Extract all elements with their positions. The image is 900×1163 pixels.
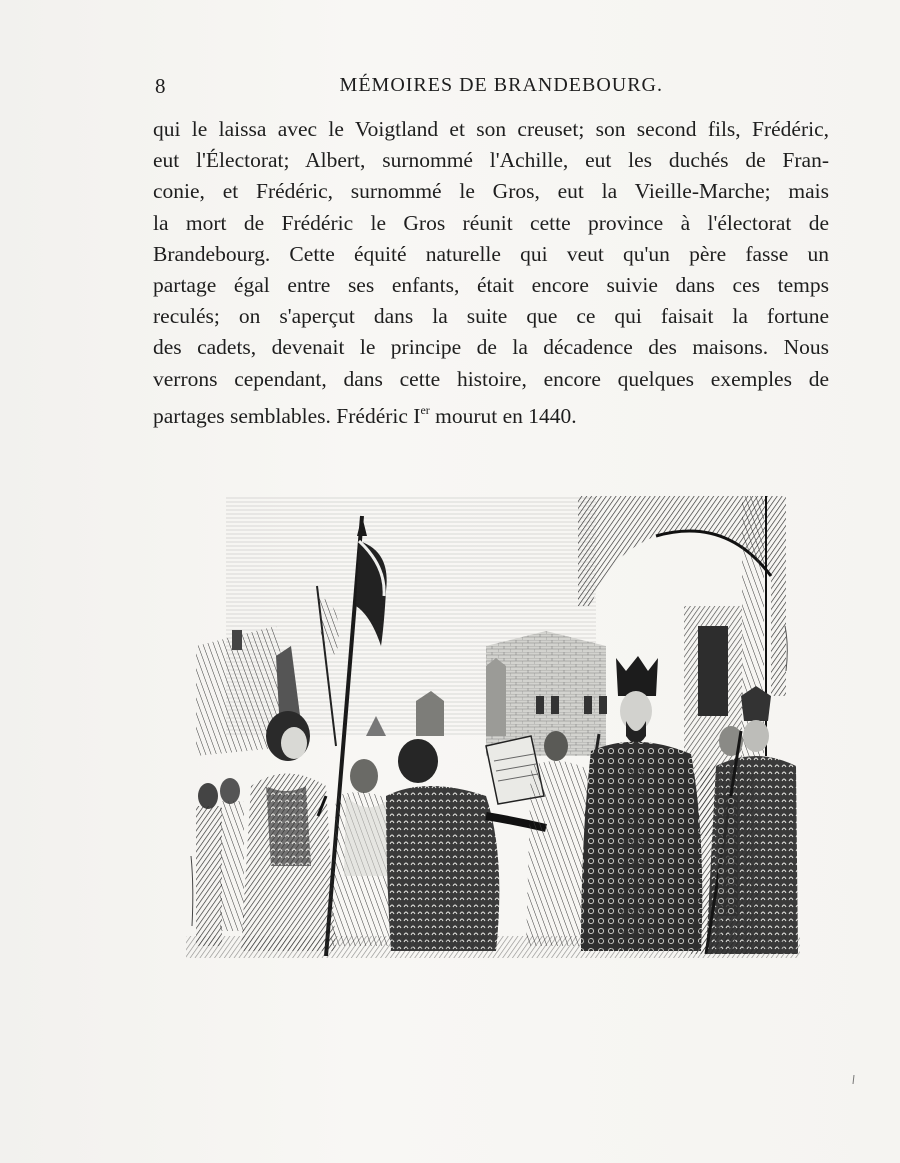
superscript: er [420,402,430,417]
text-line: reculés; on s'aperçut dans la suite que ce qui faisait la fortune [153,304,829,329]
page-header [155,74,663,102]
text-line-last [153,395,829,426]
text-line: qui le laissa avec le Voigtland et son creuset; son second fils, Frédéric, [153,117,829,141]
text-line: des cadets, devenait le principe de la décadence des maisons. Nous [153,335,829,360]
text-fragment: partages semblables. Frédéric I [153,403,421,428]
page-number: 8 [155,74,166,98]
text-line: eut l'Électorat; Albert, surnommé l'Achille, eut les duchés de Fran- [153,148,829,173]
body-paragraph [153,114,829,426]
text-fragment: mourut en 1440. [429,403,577,428]
text-line: la mort de Frédéric le Gros réunit cette province à l'électorat de [153,210,829,235]
text-line: partage égal entre ses enfants, était encore suivie dans ces temps [153,272,829,297]
running-head: MÉMOIRES DE BRANDEBOURG. [339,74,663,96]
ink-speck [852,1075,855,1084]
text-line: Brandebourg. Cette équité naturelle qui veut qu'un père fasse un [153,241,829,266]
text-line: verrons cependant, dans cette histoire, encore quelques exemples de [153,366,829,391]
engraving-illustration [186,496,800,958]
text-line: conie, et Frédéric, surnommé le Gros, eut la Vieille-Marche; mais [153,179,829,204]
